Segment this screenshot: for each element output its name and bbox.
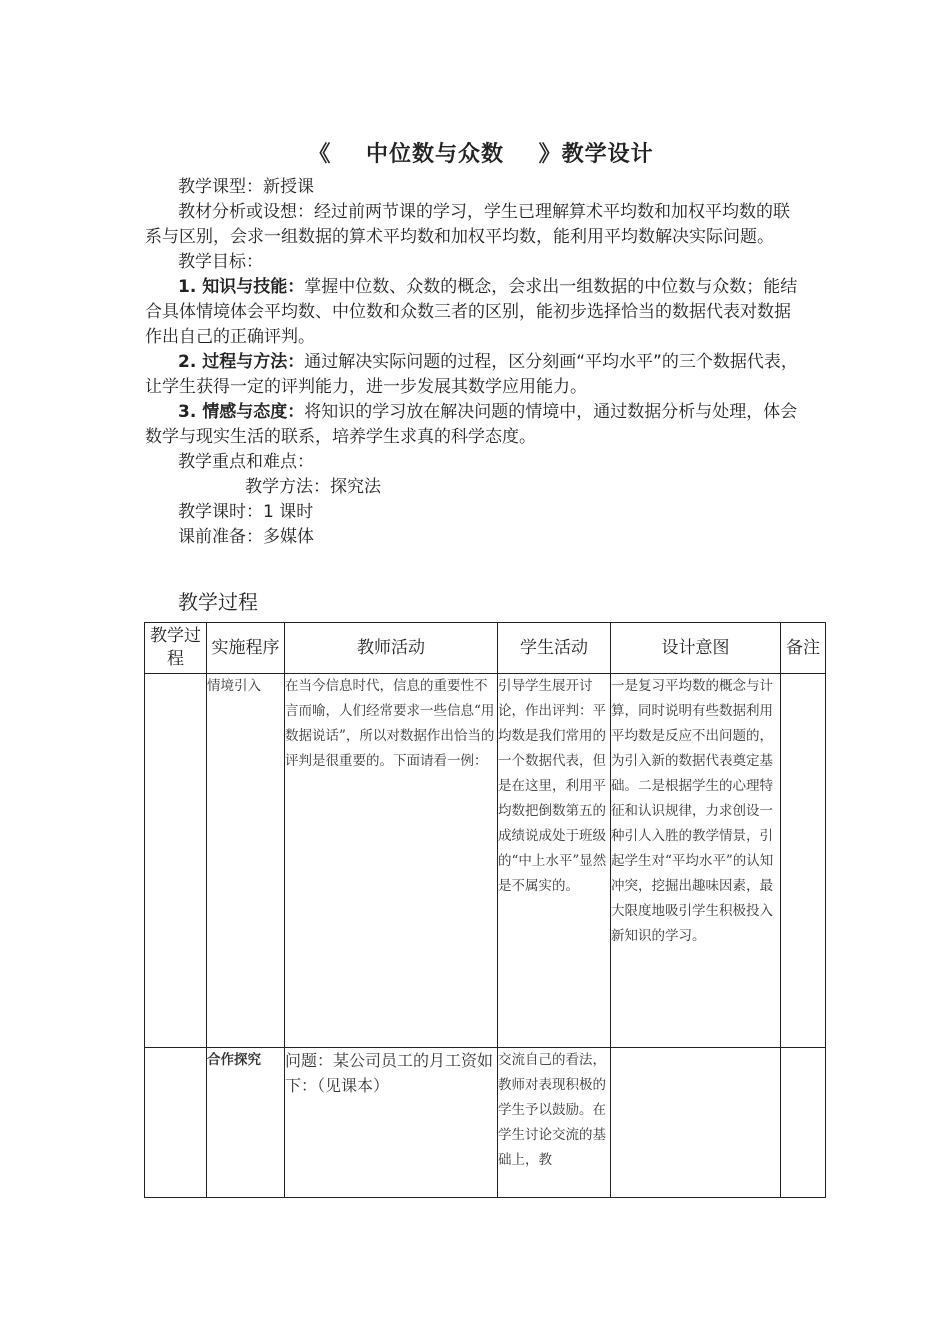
table-row	[145, 1048, 826, 1198]
cell-step: 情境引入	[207, 674, 285, 1048]
objective-label: 3. 情感与态度：	[178, 402, 305, 422]
process-table	[144, 622, 826, 1198]
lesson-hours: 教学课时：1 课时	[178, 502, 314, 522]
process-title: 教学过程	[178, 590, 258, 614]
key-points: 教学重点和难点：	[178, 452, 314, 472]
header-student: 学生活动	[498, 623, 611, 674]
header-teacher: 教师活动	[285, 623, 498, 674]
lesson-info	[145, 175, 805, 550]
objective-attitude	[145, 400, 805, 450]
cell-process	[145, 674, 207, 1048]
objective-label: 2. 过程与方法：	[178, 352, 305, 372]
objective-text: 将知识的学习放在解决问题的情境中，通过数据分析与处理，体会数学与现实生活的联系，培养学生求真的科学态度。	[145, 402, 798, 447]
material-analysis: 教材分析或设想：经过前两节课的学习，学生已理解算术平均数和加权平均数的联系与区别，会求一组数据的算术平均数和加权平均数，能利用平均数解决实际问题。	[145, 202, 790, 247]
header-note: 备注	[781, 623, 826, 674]
objective-text: 掌握中位数、众数的概念，会求出一组数据的中位数与众数；能结合具体情境体会平均数、中位数和众数三者的区别，能初步选择恰当的数据代表对数据作出自己的正确评判。	[145, 277, 798, 347]
document-title: 《 中位数与众数 》教学设计	[308, 142, 654, 167]
header-process: 教学过程	[145, 623, 207, 674]
lesson-preparation: 课前准备：多媒体	[178, 527, 314, 547]
cell-note	[781, 674, 826, 1048]
cell-student: 引导学生展开讨论，作出评判：平均数是我们常用的一个数据代表，但是在这里，利用平均数把倒数第五的成绩说成处于班级的“中上水平”显然是不属实的。	[498, 674, 611, 1048]
cell-teacher: 在当今信息时代，信息的重要性不言而喻，人们经常要求一些信息“用数据说话”，所以对数据作出恰当的评判是很重要的。下面请看一例：	[285, 674, 498, 1048]
objective-process	[145, 350, 805, 400]
objective-text: 通过解决实际问题的过程，区分刻画“平均水平”的三个数据代表，让学生获得一定的评判能力，进一步发展其数学应用能力。	[145, 352, 798, 397]
table-row	[145, 674, 826, 1048]
cell-process	[145, 1048, 207, 1198]
header-intent: 设计意图	[611, 623, 781, 674]
teaching-method: 教学方法：探究法	[245, 477, 381, 497]
header-step: 实施程序	[207, 623, 285, 674]
lesson-type: 教学课型：新授课	[178, 177, 314, 197]
cell-teacher: 问题：某公司员工的月工资如下：（见课本）	[285, 1048, 498, 1198]
objective-label: 1. 知识与技能：	[178, 277, 305, 297]
cell-intent: 一是复习平均数的概念与计算，同时说明有些数据利用平均数是反应不出问题的，为引入新的数据代表奠定基础。二是根据学生的心理特征和认识规律，力求创设一种引人入胜的教学情景，引起学生对“平均水平”的认知冲突，挖掘出趣味因素，最大限度地吸引学生积极投入新知识的学习。	[611, 674, 781, 1048]
table-header-row	[145, 623, 826, 674]
cell-student: 交流自己的看法，教师对表现积极的学生予以鼓励。在学生讨论交流的基础上，教	[498, 1048, 611, 1198]
cell-intent	[611, 1048, 781, 1198]
objective-knowledge	[145, 275, 805, 350]
cell-step: 合作探究	[207, 1048, 285, 1198]
cell-note	[781, 1048, 826, 1198]
objectives-heading: 教学目标：	[178, 252, 263, 272]
